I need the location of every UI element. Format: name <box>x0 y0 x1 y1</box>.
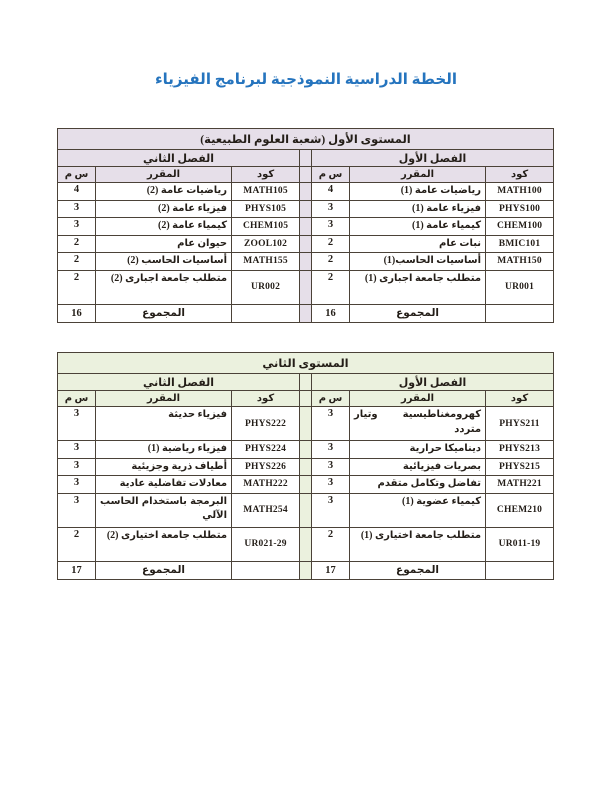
code-column-header: كود <box>486 167 554 183</box>
course-name: معادلات تفاضلية عادية <box>96 476 232 494</box>
course-name: فيزياء عامة (2) <box>96 200 232 218</box>
course-row <box>58 407 554 441</box>
total-hours: 17 <box>312 561 350 579</box>
credit-hours: 3 <box>58 458 96 476</box>
semester1-header: الفصل الأول <box>312 150 554 167</box>
course-code: UR001 <box>486 270 554 304</box>
page-title: الخطة الدراسية النموذجية لبرنامج الفيزياء <box>155 72 457 88</box>
separator-cell <box>300 183 312 201</box>
course-row <box>58 441 554 459</box>
course-name: متطلب جامعة اختيارى (2) <box>96 527 232 561</box>
total-label: المجموع <box>350 304 486 322</box>
credit-hours: 4 <box>58 183 96 201</box>
course-row <box>58 458 554 476</box>
separator-cell <box>300 270 312 304</box>
separator-cell <box>300 218 312 236</box>
credit-hours: 3 <box>312 476 350 494</box>
course-code: PHYS105 <box>232 200 300 218</box>
course-code: MATH222 <box>232 476 300 494</box>
level2-title: المستوى الثاني <box>58 353 554 374</box>
separator-cell <box>300 235 312 253</box>
credit-hours: 3 <box>58 200 96 218</box>
separator-cell <box>300 458 312 476</box>
column-header-row <box>58 167 554 183</box>
course-code: CHEM210 <box>486 493 554 527</box>
level2-header-row <box>58 353 554 374</box>
course-name: أساسيات الحاسب(1) <box>350 253 486 271</box>
hours-column-header: س م <box>58 167 96 183</box>
separator-cell <box>300 391 312 407</box>
course-row <box>58 493 554 527</box>
credit-hours: 4 <box>312 183 350 201</box>
course-name: متطلب جامعة اجبارى (2) <box>96 270 232 304</box>
course-code: PHYS222 <box>232 407 300 441</box>
course-code: MATH105 <box>232 183 300 201</box>
credit-hours: 3 <box>58 218 96 236</box>
course-code: MATH155 <box>232 253 300 271</box>
course-code: MATH100 <box>486 183 554 201</box>
course-code: BMIC101 <box>486 235 554 253</box>
course-name: رياضيات عامة (2) <box>96 183 232 201</box>
credit-hours: 3 <box>312 407 350 441</box>
course-row <box>58 476 554 494</box>
total-hours: 16 <box>312 304 350 322</box>
separator-cell <box>300 150 312 167</box>
semester-header-row <box>58 150 554 167</box>
course-row <box>58 218 554 236</box>
credit-hours: 3 <box>312 441 350 459</box>
course-code: UR021-29 <box>232 527 300 561</box>
empty-cell <box>486 304 554 322</box>
credit-hours: 2 <box>312 253 350 271</box>
credit-hours: 2 <box>312 527 350 561</box>
course-row <box>58 200 554 218</box>
course-row <box>58 183 554 201</box>
credit-hours: 2 <box>58 235 96 253</box>
course-code: PHYS213 <box>486 441 554 459</box>
separator-cell <box>300 493 312 527</box>
course-code: UR011-19 <box>486 527 554 561</box>
credit-hours: 3 <box>312 493 350 527</box>
course-name: رياضيات عامة (1) <box>350 183 486 201</box>
course-code: PHYS100 <box>486 200 554 218</box>
course-name: حيوان عام <box>96 235 232 253</box>
course-name: أطياف ذرية وجزيئية <box>96 458 232 476</box>
semester1-header: الفصل الأول <box>312 374 554 391</box>
total-label: المجموع <box>96 561 232 579</box>
course-column-header: المقرر <box>350 167 486 183</box>
code-column-header: كود <box>232 167 300 183</box>
separator-cell <box>300 374 312 391</box>
credit-hours: 3 <box>58 476 96 494</box>
course-name: البرمجة باستخدام الحاسب الآلي <box>96 493 232 527</box>
separator-cell <box>300 561 312 579</box>
level2-table <box>57 352 554 580</box>
credit-hours: 3 <box>312 218 350 236</box>
credit-hours: 3 <box>58 441 96 459</box>
course-code: UR002 <box>232 270 300 304</box>
course-column-header: المقرر <box>96 391 232 407</box>
credit-hours: 3 <box>312 458 350 476</box>
credit-hours: 2 <box>312 270 350 304</box>
course-row <box>58 235 554 253</box>
course-name: ديناميكا حرارية <box>350 441 486 459</box>
course-name: فيزياء حديثة <box>96 407 232 441</box>
semester2-header: الفصل الثاني <box>58 374 300 391</box>
level1-title: المستوى الأول (شعبة العلوم الطبيعية) <box>58 129 554 150</box>
level1-table <box>57 128 554 323</box>
credit-hours: 3 <box>312 200 350 218</box>
separator-cell <box>300 407 312 441</box>
course-code: CHEM100 <box>486 218 554 236</box>
course-code: CHEM105 <box>232 218 300 236</box>
course-name: فيزياء رياضية (1) <box>96 441 232 459</box>
total-label: المجموع <box>350 561 486 579</box>
empty-cell <box>486 561 554 579</box>
course-code: MATH221 <box>486 476 554 494</box>
course-name: متطلب جامعة اختيارى (1) <box>350 527 486 561</box>
course-row <box>58 253 554 271</box>
hours-column-header: س م <box>312 167 350 183</box>
course-code: PHYS211 <box>486 407 554 441</box>
course-column-header: المقرر <box>96 167 232 183</box>
credit-hours: 3 <box>58 493 96 527</box>
course-row <box>58 270 554 304</box>
code-column-header: كود <box>232 391 300 407</box>
course-code: PHYS215 <box>486 458 554 476</box>
credit-hours: 3 <box>58 407 96 441</box>
empty-cell <box>232 304 300 322</box>
level1-header-row <box>58 129 554 150</box>
course-column-header: المقرر <box>350 391 486 407</box>
separator-cell <box>300 167 312 183</box>
separator-cell <box>300 476 312 494</box>
column-header-row <box>58 391 554 407</box>
course-name: نبات عام <box>350 235 486 253</box>
credit-hours: 2 <box>312 235 350 253</box>
total-hours: 16 <box>58 304 96 322</box>
course-name: كهرومغناطيسية وتيار متردد <box>350 407 486 441</box>
course-code: PHYS224 <box>232 441 300 459</box>
separator-cell <box>300 441 312 459</box>
course-name: تفاضل وتكامل متقدم <box>350 476 486 494</box>
course-name: كيمياء عامة (2) <box>96 218 232 236</box>
course-name: كيمياء عضوية (1) <box>350 493 486 527</box>
total-hours: 17 <box>58 561 96 579</box>
semester2-header: الفصل الثاني <box>58 150 300 167</box>
course-code: ZOOL102 <box>232 235 300 253</box>
credit-hours: 2 <box>58 527 96 561</box>
total-row <box>58 304 554 322</box>
semester-header-row <box>58 374 554 391</box>
course-name: بصريات فيزيائية <box>350 458 486 476</box>
total-label: المجموع <box>96 304 232 322</box>
course-name: أساسيات الحاسب (2) <box>96 253 232 271</box>
separator-cell <box>300 200 312 218</box>
course-code: MATH150 <box>486 253 554 271</box>
hours-column-header: س م <box>312 391 350 407</box>
course-name: متطلب جامعة اجبارى (1) <box>350 270 486 304</box>
course-name: فيزياء عامة (1) <box>350 200 486 218</box>
course-code: MATH254 <box>232 493 300 527</box>
total-row <box>58 561 554 579</box>
separator-cell <box>300 304 312 322</box>
course-row <box>58 527 554 561</box>
empty-cell <box>232 561 300 579</box>
code-column-header: كود <box>486 391 554 407</box>
hours-column-header: س م <box>58 391 96 407</box>
course-code: PHYS226 <box>232 458 300 476</box>
separator-cell <box>300 527 312 561</box>
course-name: كيمياء عامة (1) <box>350 218 486 236</box>
credit-hours: 2 <box>58 253 96 271</box>
credit-hours: 2 <box>58 270 96 304</box>
separator-cell <box>300 253 312 271</box>
